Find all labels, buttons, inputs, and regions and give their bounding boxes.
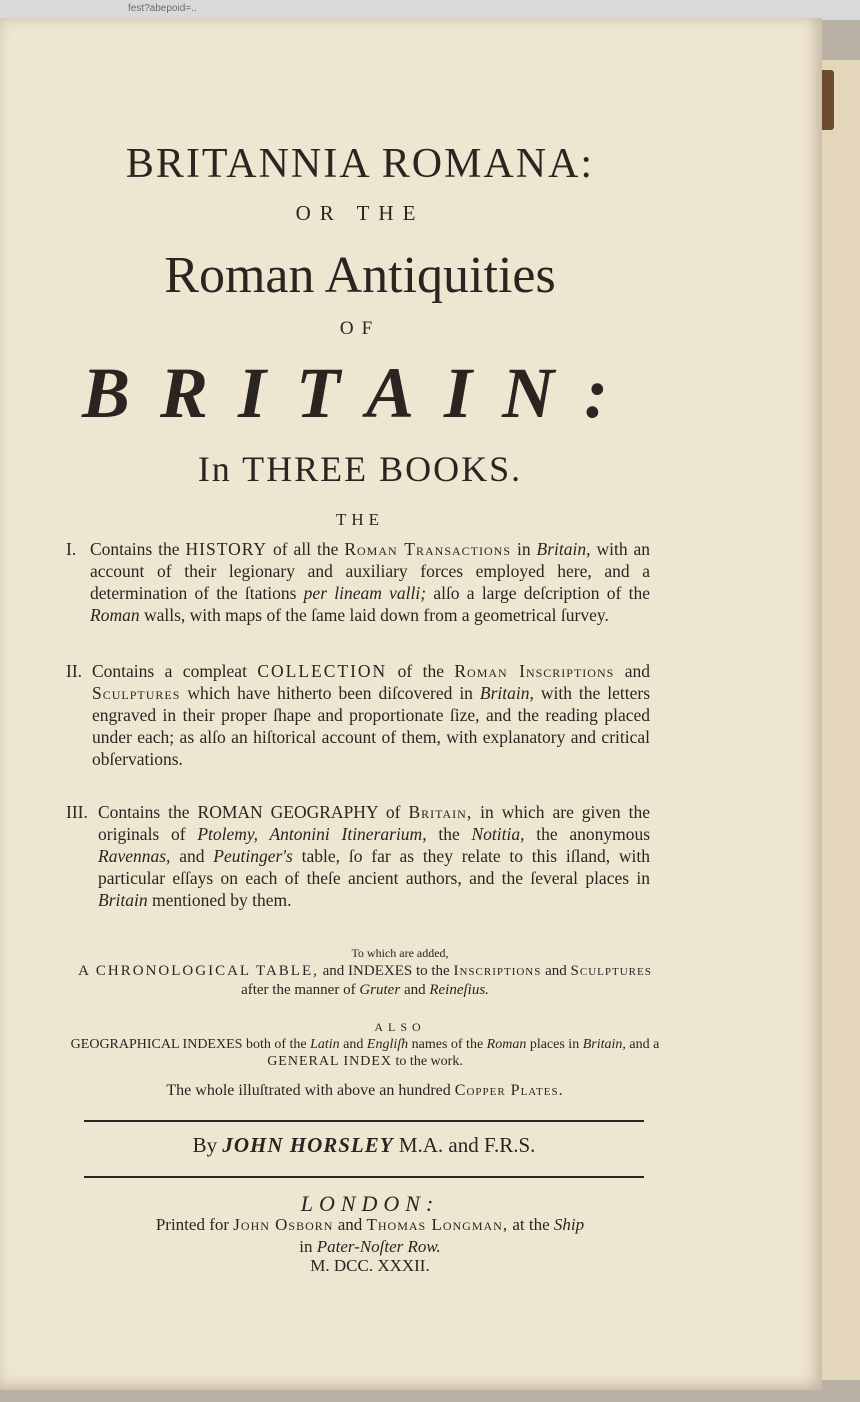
book-number: I. [66,539,77,559]
book-spine-strip [820,70,834,130]
title-or-the: OR THE [295,201,425,225]
title-britain: BRITAIN: [81,353,639,433]
book-one-description: I. Contains the HISTORY of all the Roman Transactions in Britain, with an account of their legionary and auxiliary forces employed here, and a determination of the ſtations per lineam valli; alſo a large deſcription of the Roman walls, with maps of the ſame laid down from a geometrical ſurvey. [66,539,651,625]
divider-rule [84,1120,644,1122]
divider-rule [84,1176,644,1178]
title-roman-antiquities: Roman Antiquities [164,247,556,304]
geographical-indexes-line: GEOGRAPHICAL INDEXES both of the Latin and Engliſh names of the Roman places in Britain, and a GENERAL INDEX to the work. [70,1037,660,1069]
browser-top-bar [0,0,860,20]
book-number: III. [66,802,88,822]
imprint-city: LONDON: [300,1191,440,1216]
to-which-are-added: To which are added, [351,946,449,960]
imprint-year: M. DCC. XXXII. [310,1256,430,1275]
also-label: ALSO [374,1020,426,1034]
title-britannia-romana: BRITANNIA ROMANA: [125,141,595,187]
book-two-description: II. Contains a compleat COLLECTION of the Roman Inscriptions and Sculptures which have hitherto been diſcovered in Britain, with the letters engraved in their proper ſhape and proportionate ſize, and the reading placed under each; as alſo an hiſtorical account of them, with explanatory and critical obſervations. [66,661,651,769]
author-line: By JOHN HORSLEY M.A. and F.R.S. [192,1133,536,1157]
illustrations-line: The whole illuſtrated with above an hundred Copper Plates. [166,1082,564,1099]
heading-the: THE [335,510,385,529]
title-page [0,18,822,1390]
book-three-description: III. Contains the ROMAN GEOGRAPHY of Britain, in which are given the originals of Ptolemy, Antonini Itinerarium, the Notitia, the anonymous Ravennas, and Peutinger's table, ſo far as they relate to this iſland, with particular eſſays on each of theſe ancient authors, and the ſeveral places in Britain mentioned by them. [66,802,651,910]
book-number: II. [66,661,83,681]
imprint-printers: Printed for John Osborn and Thomas Longman, at the Ship in Pater-Noſter Row. [155,1215,585,1256]
author-name: JOHN HORSLEY [222,1133,394,1157]
title-three-books: In THREE BOOKS. [197,449,523,489]
title-of: OF [339,318,381,339]
chronological-table-line: A CHRONOLOGICAL TABLE, and INDEXES to the Inscriptions and Sculptures after the manner of Gruter and Reineſius. [78,963,652,998]
url-fragment: fest?abepoid=.. [128,3,197,14]
